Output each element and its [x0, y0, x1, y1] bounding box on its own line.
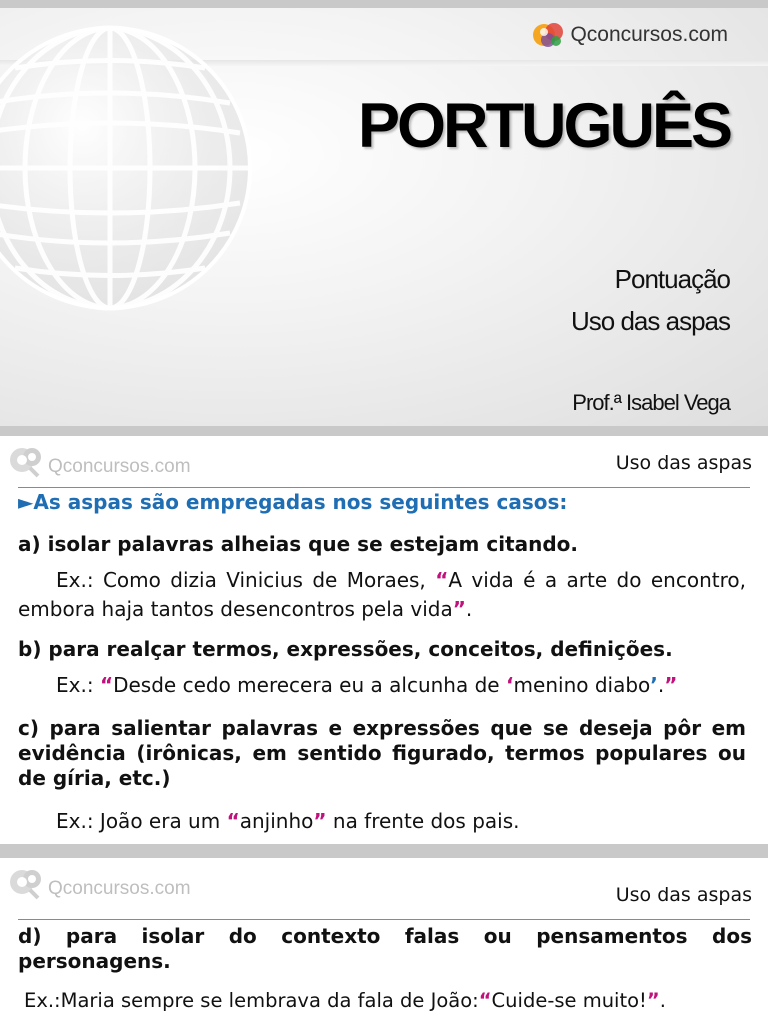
qconcursos-logo[interactable] — [532, 20, 728, 50]
example-b-quote-start: Desde cedo merecera eu a alcunha de — [113, 673, 506, 697]
divider — [18, 487, 750, 488]
example-a-quote: A vida é a arte do encontro, embora haja tantos desencontros pela vida — [18, 568, 746, 621]
example-c-suffix: na frente dos pais. — [326, 809, 520, 833]
qconcursos-logo-icon — [532, 20, 566, 50]
slide-header — [0, 858, 768, 908]
example-b-inner: menino diabo — [513, 673, 651, 697]
watermark-logo-text: Qconcursos.com — [48, 878, 191, 899]
author-name: Prof.ª Isabel Vega — [572, 390, 730, 415]
example-d-quote: Cuide-se muito! — [491, 989, 647, 1012]
watermark-logo-icon — [8, 866, 46, 900]
divider — [18, 919, 750, 920]
item-b: b) para realçar termos, expressões, conceitos, definições. — [18, 637, 673, 661]
logo-text: Qconcursos.com — [570, 23, 728, 46]
close-quote: ” — [313, 809, 327, 833]
open-quote: “ — [435, 568, 449, 592]
open-quote: “ — [226, 809, 240, 833]
watermark-logo-icon — [8, 444, 46, 478]
subtitle-topic: Pontuação — [614, 264, 730, 294]
example-a-prefix: Ex.: Como dizia Vinicius de Moraes, — [56, 568, 436, 592]
open-quote: “ — [478, 989, 492, 1012]
example-d-suffix: . — [659, 989, 666, 1012]
inner-open-quote: ‘ — [505, 673, 514, 697]
intro-text: As aspas são empregadas nos seguintes casos: — [33, 490, 568, 514]
content-slide-2 — [0, 858, 768, 1024]
close-quote: ” — [646, 989, 660, 1012]
watermark-logo-text: Qconcursos.com — [48, 456, 191, 477]
intro-line — [18, 490, 746, 514]
open-quote: “ — [99, 673, 114, 697]
page-title: PORTUGUÊS — [357, 91, 730, 161]
example-b — [56, 671, 746, 700]
example-b-prefix: Ex.: — [56, 673, 100, 697]
example-c — [56, 807, 746, 836]
example-b-quote-end: . — [657, 673, 665, 697]
item-d: d) para isolar do contexto falas ou pensamentos dos personagens. — [18, 924, 752, 973]
close-quote: ” — [664, 673, 678, 697]
section-title: Uso das aspas — [615, 884, 752, 906]
item-c: c) para salientar palavras e expressões que se deseja pôr em evidência (irônicas, em sentido figurado, termos populares ou de gíria, etc.) — [18, 716, 746, 790]
arrow-bullet-icon: ► — [18, 490, 34, 514]
watermark-logo — [8, 866, 191, 900]
content-slide-1 — [0, 436, 768, 844]
slide-header — [0, 436, 768, 486]
example-d-prefix: Ex.:Maria sempre se lembrava da fala de João: — [24, 989, 479, 1012]
item-a: a) isolar palavras alheias que se estejam citando. — [18, 532, 578, 556]
inner-close-quote: ’ — [650, 673, 658, 697]
globe-icon — [0, 18, 270, 318]
close-quote: ” — [452, 597, 466, 621]
example-c-quote: anjinho — [239, 809, 314, 833]
title-slide — [0, 8, 768, 426]
subtitle-subtopic: Uso das aspas — [571, 306, 730, 336]
example-a-suffix: . — [465, 597, 473, 621]
section-title: Uso das aspas — [615, 452, 752, 474]
watermark-logo — [8, 444, 191, 478]
example-d — [24, 986, 746, 1015]
example-a — [18, 566, 746, 624]
example-c-prefix: Ex.: João era um — [56, 809, 227, 833]
